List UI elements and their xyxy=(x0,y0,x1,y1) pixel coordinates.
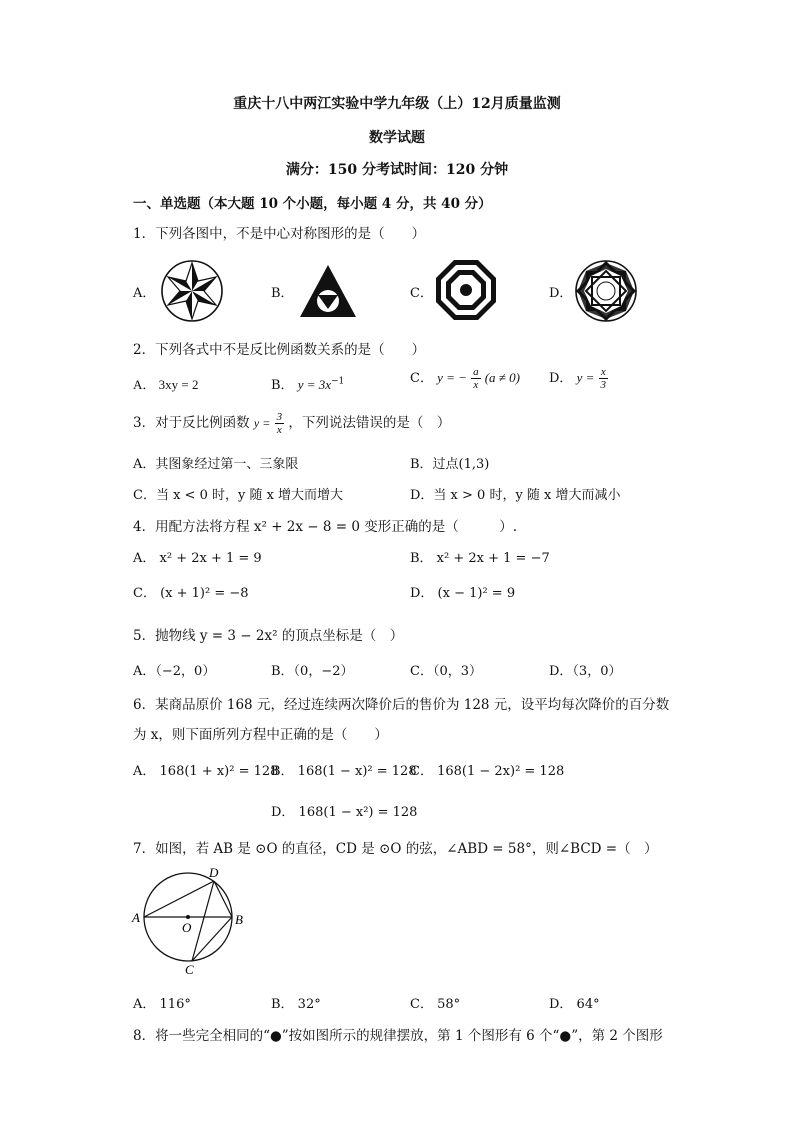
q2-option-a: A． 3xy = 2 xyxy=(133,377,199,392)
q6-option-c: C． 168(1 − 2x)² = 128 xyxy=(410,764,565,779)
q6-option-a: A． 168(1 + x)² = 128 xyxy=(133,764,279,779)
q2-option-b-exponent: −1 xyxy=(331,376,345,387)
q1-figure-d-circle-star xyxy=(574,259,638,323)
q3-option-b: B．过点(1,3) xyxy=(410,457,490,472)
exam-subtitle: 数学试题 xyxy=(369,130,425,146)
q2-option-c xyxy=(410,366,520,391)
q1-figure-b-triangle xyxy=(298,263,358,319)
q2-option-d xyxy=(549,366,608,391)
q3-stem-y: y = xyxy=(253,416,271,430)
q1-stem: 1．下列各图中，不是中心对称图形的是（ ） xyxy=(133,226,426,242)
q7-label-a: A xyxy=(132,910,140,925)
q1-option-c-label: C． xyxy=(410,286,433,301)
q8-stem: 8．将一些完全相同的“●”按如图所示的规律摆放，第 1 个图形有 6 个“●”，第 2 个图形 xyxy=(133,1028,663,1044)
q1-option-d-label: D． xyxy=(549,286,573,301)
q1-figure-c-octagon-rings xyxy=(434,258,498,322)
q2-option-c-lhs: y = − xyxy=(437,370,467,385)
q2-option-c-condition: (a ≠ 0) xyxy=(484,370,520,385)
q2-option-d-numerator: x xyxy=(600,366,606,378)
q2-option-c-numerator: a xyxy=(473,366,479,378)
q2-option-b-expr: y = 3x xyxy=(297,377,332,392)
q5-stem: 5．抛物线 y = 3 − 2x² 的顶点坐标是（ ） xyxy=(133,628,404,644)
q2-option-b-label: B． xyxy=(271,378,294,393)
q2-option-d-denominator: 3 xyxy=(600,379,607,391)
q4-option-b: B． x² + 2x + 1 = −7 xyxy=(410,551,550,566)
q6-option-d: D． 168(1 − x²) = 128 xyxy=(271,805,418,820)
q4-option-c: C． (x + 1)² = −8 xyxy=(133,586,249,601)
q5-option-d: D．（3，0） xyxy=(549,664,622,679)
q2-option-d-label: D． xyxy=(549,371,573,386)
q3-option-d: D．当 x > 0 时，y 随 x 增大而减小 xyxy=(410,488,621,503)
q1-option-a-label: A． xyxy=(133,286,156,301)
q3-fraction xyxy=(275,411,285,436)
q2-option-d-lhs: y = xyxy=(576,370,595,385)
q7-label-c: C xyxy=(185,962,194,977)
q3-denominator: x xyxy=(276,424,282,436)
q7-label-o: O xyxy=(182,920,192,935)
q3-option-a: A．其图象经过第一、三象限 xyxy=(133,457,299,472)
q3-stem xyxy=(133,411,450,436)
q3-stem-pre: 3．对于反比例函数 xyxy=(133,415,250,431)
q5-option-b: B．（0，−2） xyxy=(271,664,354,679)
q7-circle-figure xyxy=(130,862,260,980)
q2-option-c-fraction xyxy=(471,366,481,391)
q7-option-a: A． 116° xyxy=(133,997,191,1012)
q5-option-a: A．（−2，0） xyxy=(133,664,216,679)
q1-option-b-label: B． xyxy=(271,286,294,301)
q6-option-b: B． 168(1 − x)² = 128 xyxy=(271,764,417,779)
q2-stem: 2．下列各式中不是反比例函数关系的是（ ） xyxy=(133,342,426,358)
q7-label-d: D xyxy=(209,865,219,880)
q7-option-d: D． 64° xyxy=(549,997,600,1012)
q4-stem: 4．用配方法将方程 x² + 2x − 8 = 0 变形正确的是（ ）. xyxy=(133,519,518,535)
section-heading: 一、单选题（本大题 10 个小题，每小题 4 分，共 40 分） xyxy=(133,196,492,212)
q7-stem: 7．如图，若 AB 是 ⊙O 的直径，CD 是 ⊙O 的弦，∠ABD = 58°，则∠BCD =（ ） xyxy=(133,841,658,857)
q2-option-d-fraction xyxy=(599,366,609,391)
q1-figure-a-six-point-star xyxy=(160,259,224,323)
q2-option-c-label: C． xyxy=(410,371,433,386)
q3-stem-post: ，下列说法错误的是（ ） xyxy=(288,415,451,431)
q7-label-b: B xyxy=(235,912,243,927)
exam-title: 重庆十八中两江实验中学九年级（上）12月质量监测 xyxy=(233,96,561,112)
q4-option-a: A． x² + 2x + 1 = 9 xyxy=(133,551,262,566)
q3-option-c: C．当 x < 0 时，y 随 x 增大而增大 xyxy=(133,488,344,503)
q6-stem-line2: 为 x，则下面所列方程中正确的是（ ） xyxy=(133,727,388,743)
q2-option-c-denominator: x xyxy=(473,379,479,391)
q5-option-c: C．（0，3） xyxy=(410,664,482,679)
q4-option-d: D． (x − 1)² = 9 xyxy=(410,586,516,601)
q3-numerator: 3 xyxy=(276,411,283,423)
q7-option-c: C． 58° xyxy=(410,997,461,1012)
q6-stem-line1: 6．某商品原价 168 元，经过连续两次降价后的售价为 128 元，设平均每次降价的百分数 xyxy=(133,697,670,713)
exam-info: 满分：150 分考试时间：120 分钟 xyxy=(285,162,509,178)
q7-option-b: B． 32° xyxy=(271,997,321,1012)
q2-option-b xyxy=(271,374,344,393)
